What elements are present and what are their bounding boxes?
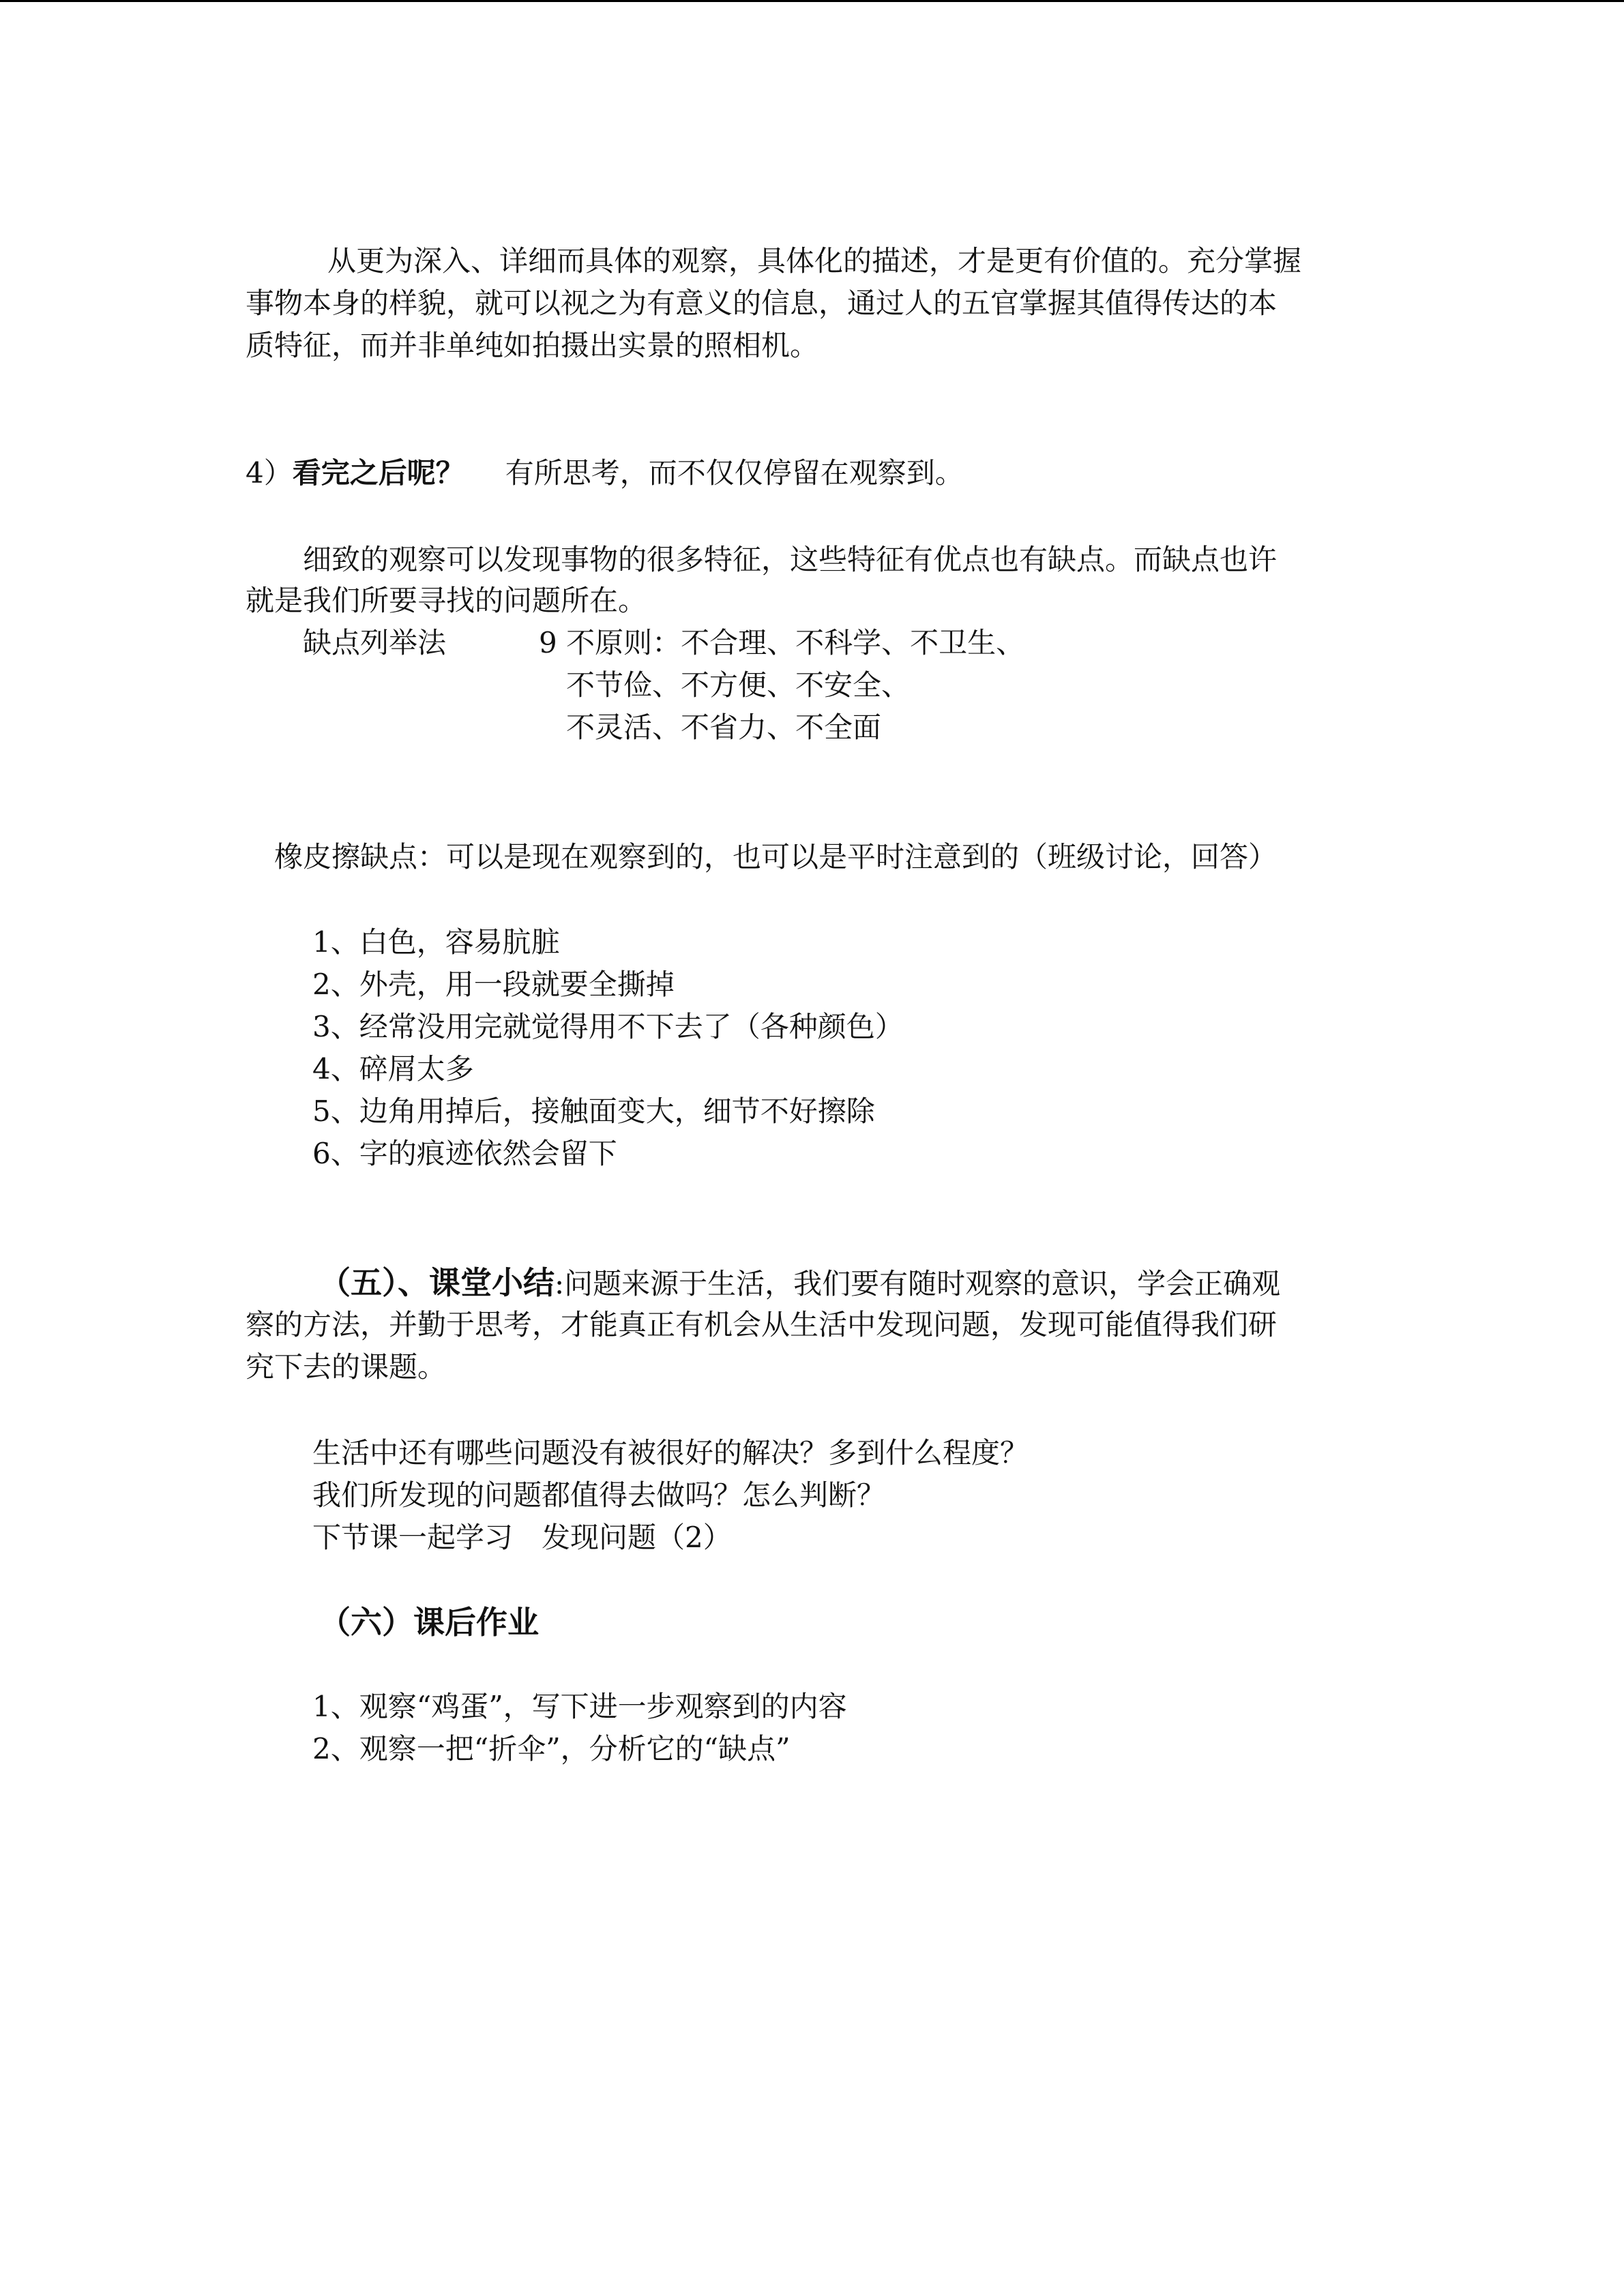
- paragraph-2-line-1: 细致的观察可以发现事物的很多特征，这些特征有优点也有缺点。而缺点也许: [303, 543, 1278, 576]
- eraser-item-4: 4、碎屑太多: [312, 1052, 474, 1086]
- eraser-item-2: 2、外壳，用一段就要全撕掉: [312, 968, 675, 1001]
- question-1: 生活中还有哪些问题没有被很好的解决？多到什么程度？: [312, 1436, 1029, 1470]
- homework-heading: （六）课后作业: [319, 1604, 539, 1641]
- summary-text: :问题来源于生活，我们要有随时观察的意识，学会正确观: [555, 1267, 1281, 1300]
- eraser-item-6: 6、字的痕迹依然会留下: [312, 1137, 617, 1170]
- defects-principle-line-2: 不节俭、不方便、不安全、: [566, 668, 911, 702]
- homework-item-2: 2、观察一把“折伞”，分析它的“缺点”: [312, 1732, 791, 1765]
- homework-item-1: 1、观察“鸡蛋”，写下进一步观察到的内容: [312, 1690, 847, 1723]
- defects-method-label: 缺点列举法: [303, 626, 447, 659]
- summary-line-3: 究下去的课题。: [246, 1350, 447, 1384]
- question-2: 我们所发现的问题都值得去做吗？怎么判断？: [312, 1478, 886, 1512]
- eraser-item-1: 1、白色，容易肮脏: [312, 925, 560, 959]
- intro-line-1: 从更为深入、详细而具体的观察，具体化的描述，才是更有价值的。充分掌握: [327, 244, 1302, 278]
- eraser-item-5: 5、边角用掉后，接触面变大，细节不好擦除: [312, 1094, 875, 1128]
- page-top-border: [0, 0, 1624, 2]
- intro-line-2: 事物本身的样貌，就可以视之为有意义的信息，通过人的五官掌握其值得传达的本: [246, 286, 1278, 320]
- intro-line-3: 质特征，而并非单纯如拍摄出实景的照相机。: [246, 329, 819, 362]
- section-4-title: 看完之后呢？: [292, 456, 464, 490]
- section-4-number: 4）: [246, 456, 293, 490]
- eraser-intro: 橡皮擦缺点：可以是现在观察到的，也可以是平时注意到的（班级讨论，回答）: [274, 840, 1278, 874]
- summary-line-1: [319, 1264, 1281, 1301]
- section-4-heading: [246, 456, 964, 490]
- defects-principle-line-3: 不灵活、不省力、不全面: [566, 711, 882, 744]
- paragraph-2-line-2: 就是我们所要寻找的问题所在。: [246, 584, 647, 617]
- section-4-text: 有所思考，而不仅仅停留在观察到。: [505, 456, 964, 490]
- summary-line-2: 察的方法，并勤于思考，才能真正有机会从生活中发现问题，发现可能值得我们研: [246, 1308, 1278, 1341]
- defects-principle-line-1: 9 不原则：不合理、不科学、不卫生、: [539, 626, 1025, 659]
- eraser-item-3: 3、经常没用完就觉得用不下去了（各种颜色）: [312, 1010, 904, 1043]
- question-3: 下节课一起学习 发现问题（2）: [312, 1521, 732, 1554]
- summary-heading: （五）、课堂小结: [319, 1264, 555, 1301]
